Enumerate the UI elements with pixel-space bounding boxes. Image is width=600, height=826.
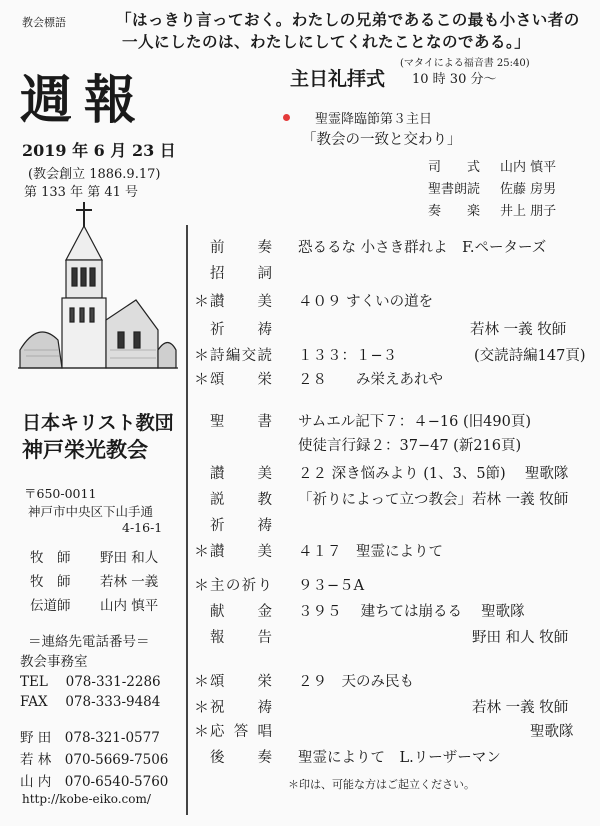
service-role-name: 井上 朋子 (500, 204, 557, 219)
order-item-content: ４０９ すくいの道を (298, 294, 434, 310)
issue-number: 第 133 年 第 41 号 (24, 185, 139, 200)
order-item-detail: 若林 一義 牧師 (470, 322, 567, 338)
order-item-content: ４１７ 聖霊によりて (298, 544, 443, 560)
service-role-name: 佐藤 房男 (500, 182, 557, 197)
order-item-label: 招 詞 (210, 266, 272, 282)
order-item (0, 600, 600, 622)
order-item-content: 「祈りによって立つ教会」若林 一義 牧師 (298, 492, 569, 508)
order-item-label: 後 奏 (210, 750, 272, 766)
staff-name: 野田 和人 (100, 550, 159, 566)
standing-mark-icon: ＊ (194, 292, 210, 310)
standing-mark-icon: ＊ (194, 672, 210, 690)
footnote: ＊印は、可能な方はご起立ください。 (288, 778, 475, 791)
order-item (0, 462, 600, 484)
office-tel: TEL 078-331-2286 (20, 674, 161, 690)
order-item-label: 主 の 祈 り (210, 578, 272, 594)
liturgical-sunday: 聖霊降臨節第３主日 (315, 112, 433, 127)
order-item (0, 540, 600, 562)
church-name: 神戸栄光教会 (22, 437, 148, 462)
church-website-link[interactable]: http://kobe-eiko.com/ (22, 792, 151, 806)
order-item-label: 祈 祷 (210, 518, 272, 534)
order-item-label: 説 教 (210, 492, 272, 508)
order-item-label: 祝 祷 (210, 700, 272, 716)
order-item (0, 344, 600, 366)
order-item-label: 頌 栄 (210, 372, 272, 388)
order-item (0, 262, 600, 284)
service-title: 主日礼拝式 (290, 68, 386, 90)
office-label: 教会事務室 (20, 654, 88, 670)
order-item (0, 488, 600, 510)
phone-entry: 野 田 078-321-0577 (20, 730, 160, 746)
standing-mark-icon: ＊ (194, 346, 210, 364)
standing-mark-icon: ＊ (194, 698, 210, 716)
staff-role: 牧 師 (30, 574, 71, 590)
order-item (0, 368, 600, 390)
motto-tag: 教会標語 (22, 16, 66, 29)
issue-date: 2019 年 6 月 23 日 (22, 141, 176, 160)
phone-entry: 若 林 070-5669-7506 (20, 752, 169, 768)
office-fax: FAX 078-333-9484 (20, 694, 161, 710)
order-item-content: ９３−５A (298, 578, 365, 594)
order-item-label: 報 告 (210, 630, 272, 646)
order-item-content: 聖霊によりて L.リーザーマン (298, 750, 501, 766)
contact-heading: ＝連絡先電話番号＝ (28, 634, 150, 650)
order-item (0, 574, 600, 596)
service-role-label: 奏 楽 (428, 204, 481, 219)
order-item-label: 前 奏 (210, 240, 272, 256)
staff-name: 山内 慎平 (100, 598, 159, 614)
staff-role: 牧 師 (30, 550, 71, 566)
order-item-content: ２８ み栄えあれや (298, 372, 443, 388)
service-time: 10 時 30 分～ (412, 72, 497, 87)
order-item-label: 祈 祷 (210, 322, 272, 338)
order-item-label: 讃 美 (210, 294, 272, 310)
order-item (0, 236, 600, 258)
staff-name: 若林 一義 (100, 574, 159, 590)
staff-role: 伝道師 (30, 598, 71, 614)
motto-line-1: 「はっきり言っておく。わたしの兄弟であるこの最も小さい者の (116, 10, 580, 29)
order-item-detail: 若林 一義 牧師 (472, 700, 569, 716)
red-dot-icon (283, 114, 290, 121)
standing-mark-icon: ＊ (194, 370, 210, 388)
phone-entry: 山 内 070-6540-5760 (20, 774, 169, 790)
motto-source: (マタイによる福音書 25:40) (400, 58, 530, 69)
order-item-content: ２９ 天のみ民も (298, 674, 414, 690)
denomination-name: 日本キリスト教団 (22, 412, 174, 434)
order-item-label: 詩 編 交 読 (210, 348, 272, 364)
order-item-label: 讃 美 (210, 466, 272, 482)
order-item (0, 696, 600, 718)
order-item-label: 頌 栄 (210, 674, 272, 690)
order-item (0, 410, 600, 432)
service-role-name: 山内 慎平 (500, 160, 557, 175)
order-item-detail: 聖歌隊 (530, 724, 574, 740)
order-item-content: サムエル記下７：４−16 (旧490頁) (298, 414, 531, 430)
order-item-detail: (交読詩編147頁) (474, 348, 586, 364)
order-item-label: 聖 書 (210, 414, 272, 430)
page-title: 週報 (20, 70, 149, 131)
standing-mark-icon: ＊ (194, 542, 210, 560)
order-item-label: 讃 美 (210, 544, 272, 560)
address-line-1: 神戸市中央区下山手通 (28, 504, 154, 519)
standing-mark-icon: ＊ (194, 722, 210, 740)
service-role-label: 聖書朗読 (428, 182, 481, 197)
order-item-label: 献 金 (210, 604, 272, 620)
order-item-content: ３９５ 建ちては崩るる 聖歌隊 (298, 604, 525, 620)
service-theme: 「教会の一致と交わり」 (302, 132, 462, 148)
order-item (0, 514, 600, 536)
order-item-label: 応 答 唱 (210, 724, 272, 740)
order-item (0, 720, 600, 742)
founded-date: (教会創立 1886.9.17) (28, 167, 161, 182)
order-item-content: １３３：１−３ (298, 348, 398, 364)
order-item-content: 恐るるな 小さき群れよ F.ペーターズ (298, 240, 547, 256)
order-item (0, 626, 600, 648)
order-item (0, 290, 600, 312)
standing-mark-icon: ＊ (194, 576, 210, 594)
order-item-content: 使徒言行録２：37−47 (新216頁) (298, 438, 522, 454)
motto-line-2: 一人にしたのは、わたしにしてくれたことなのである。」 (122, 32, 531, 51)
order-item (0, 670, 600, 692)
order-item-content: ２２ 深き悩みより (1、3、5節) 聖歌隊 (298, 466, 569, 482)
order-item (0, 746, 600, 768)
postal-code: 〒650-0011 (24, 486, 97, 501)
order-item (0, 318, 600, 340)
address-line-2: 4-16-1 (122, 520, 163, 535)
order-item-detail: 野田 和人 牧師 (472, 630, 569, 646)
service-role-label: 司 式 (428, 160, 481, 175)
